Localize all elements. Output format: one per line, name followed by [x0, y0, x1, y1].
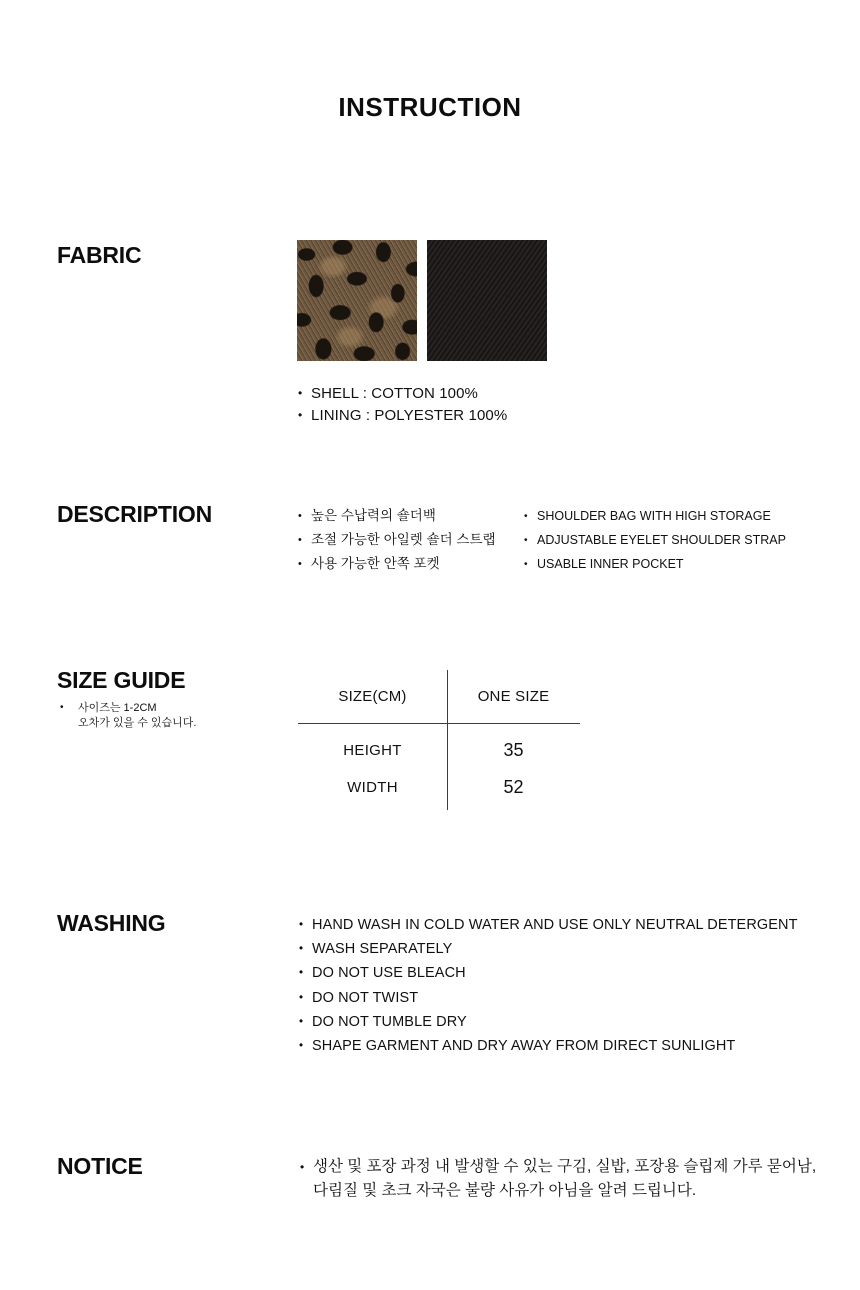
description-list-english — [523, 505, 786, 576]
size-row-value: 35 — [503, 739, 524, 760]
size-table-row-width — [298, 773, 580, 801]
size-table-row-height — [298, 736, 580, 764]
size-row-label: WIDTH — [347, 778, 398, 796]
size-row-value: 52 — [503, 776, 524, 797]
size-tolerance-note — [59, 701, 196, 730]
washing-item: • DO NOT TWIST — [298, 986, 798, 1010]
notice-text — [300, 1155, 816, 1202]
size-table-col-header: SIZE(CM) — [338, 688, 407, 705]
washing-heading: WASHING — [57, 910, 166, 936]
washing-item: • DO NOT USE BLEACH — [298, 961, 798, 985]
notice-text-line: 다림질 및 초크 자국은 불량 사유가 아님을 알려 드립니다. — [313, 1181, 697, 1199]
washing-instructions-list — [298, 913, 798, 1058]
description-item-ko: • 조절 가능한 아일렛 숄더 스트랩 — [297, 528, 496, 552]
washing-item: • DO NOT TUMBLE DRY — [298, 1010, 798, 1034]
washing-item: • HAND WASH IN COLD WATER AND USE ONLY NEUTRAL DETERGENT — [298, 913, 798, 937]
composition-item-lining: • LINING : POLYESTER 100% — [297, 405, 507, 427]
black-twill-fabric-swatch-image — [427, 240, 547, 361]
leopard-fabric-swatch-image — [297, 240, 417, 361]
notice-text-line: • 생산 및 포장 과정 내 발생할 수 있는 구김, 실밥, 포장용 슬립제 가루 묻어남, — [300, 1155, 816, 1179]
size-table-header-row — [298, 670, 580, 723]
description-item-en: • USABLE INNER POCKET — [523, 553, 786, 577]
page-title: INSTRUCTION — [338, 92, 522, 122]
size-note-line: 오차가 있을 수 있습니다. — [78, 716, 197, 729]
description-list-korean — [297, 504, 496, 577]
fabric-heading: FABRIC — [57, 242, 142, 268]
washing-item: • SHAPE GARMENT AND DRY AWAY FROM DIRECT SUNLIGHT — [298, 1034, 798, 1058]
description-item-ko: • 높은 수납력의 숄더백 — [297, 504, 496, 528]
washing-item: • WASH SEPARATELY — [298, 937, 798, 961]
notice-heading: NOTICE — [57, 1153, 143, 1179]
fabric-composition-list — [297, 383, 507, 426]
size-table-horizontal-divider — [298, 723, 580, 724]
description-heading: DESCRIPTION — [57, 501, 212, 527]
description-item-ko: • 사용 가능한 안쪽 포켓 — [297, 552, 496, 576]
description-item-en: • SHOULDER BAG WITH HIGH STORAGE — [523, 505, 786, 529]
size-table — [298, 670, 580, 810]
composition-item-shell: • SHELL : COTTON 100% — [297, 383, 507, 405]
size-note-line: • 사이즈는 1-2CM — [59, 701, 196, 716]
size-row-label: HEIGHT — [343, 741, 402, 759]
description-item-en: • ADJUSTABLE EYELET SHOULDER STRAP — [523, 529, 786, 553]
fabric-swatches — [297, 240, 547, 361]
size-guide-heading: SIZE GUIDE — [57, 667, 186, 693]
size-table-col-header: ONE SIZE — [477, 688, 550, 705]
